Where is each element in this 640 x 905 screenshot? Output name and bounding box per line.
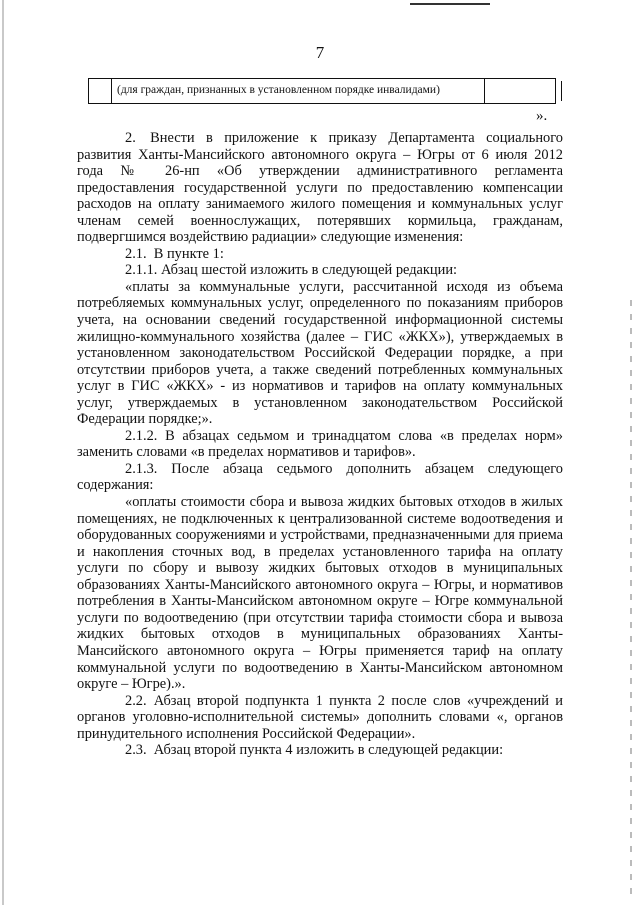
paragraph-quote-1: «платы за коммунальные услуги, рассчитанной исходя из объема потребляемых коммунальных услуг, определенного по показаниям приборов учета, на основании сведений государственной информационной системы жилищно-коммунального хозяйства (далее – ГИС «ЖКХ»), утверждаемых в установленном законодательством Российской Федерации порядке, а при отсутствии приборов учета, а также сведений потребленных коммунальных услуг в ГИС «ЖКХ» - из нормативов и тарифов на оплату коммунальных услуг, утверждаемых в установленном законодательством Российской Федерации порядке;». (77, 278, 563, 428)
document-body (77, 130, 563, 759)
table-cell-text: (для граждан, признанных в установленном порядке инвалидами) (117, 84, 440, 96)
paragraph-2-3: 2.3. Абзац второй пункта 4 изложить в следующей редакции: (125, 742, 504, 759)
paragraph-2-1: 2.1. В пункте 1: (125, 245, 224, 262)
paragraph-2-1-3: 2.1.3. После абзаца седьмого дополнить абзацем следующего содержания: (77, 460, 563, 494)
form-table-row (88, 78, 556, 104)
closing-quote: ». (536, 108, 548, 124)
table-cell-right (484, 79, 555, 103)
paragraph-2-1-1: 2.1.1. Абзац шестой изложить в следующей редакции: (125, 262, 458, 279)
scan-left-edge (2, 0, 4, 905)
scan-right-edge (630, 300, 632, 900)
page-number: 7 (315, 43, 325, 62)
scan-top-mark (410, 3, 490, 5)
paragraph-quote-2: «оплаты стоимости сбора и вывоза жидких бытовых отходов в жилых помещениях, не подключенных к централизованной системе водоотведения и оборудованных сооружениями и устройствами, предназначенными для приема и накопления сточных вод, в пределах установленного тарифа на оплату услуги по сбору и вывозу жидких бытовых отходов в муниципальных образованиях Ханты-Мансийского автономного округа – Югры, и нормативов потребления в Ханты-Мансийском автономном округе – Югре коммунальной услуги по водоотведению (при отсутствии тарифа стоимости сбора и вывоза жидких бытовых отходов в муниципальных образованиях Ханты-Мансийского автономного округа – Югры применяется тариф на оплату коммунальной услуги по водоотведению в Ханты-Мансийском автономном округе – Югре).». (77, 494, 563, 693)
table-cell-left (89, 79, 112, 103)
paragraph-2-2: 2.2. Абзац второй подпункта 1 пункта 2 после слов «учреждений и органов уголовно-исполнительной системы» дополнить словами «, органов принудительного исполнения Российской Федерации». (77, 692, 563, 742)
paragraph-2-1-2: 2.1.2. В абзацах седьмом и тринадцатом слова «в пределах норм» заменить словами «в пределах нормативов и тарифов». (77, 427, 563, 461)
paragraph-2: 2. Внести в приложение к приказу Департамента социального развития Ханты-Мансийского автономного округа – Югры от 6 июля 2012 года № 26-нп «Об утверждении административного регламента предоставления государственной услуги по предоставлению компенсации расходов на оплату занимаемого жилого помещения и коммунальных услуг членам семей военнослужащих, потерявших кормильца, гражданам, подвергшимся воздействию радиации» следующие изменения: (77, 130, 563, 246)
